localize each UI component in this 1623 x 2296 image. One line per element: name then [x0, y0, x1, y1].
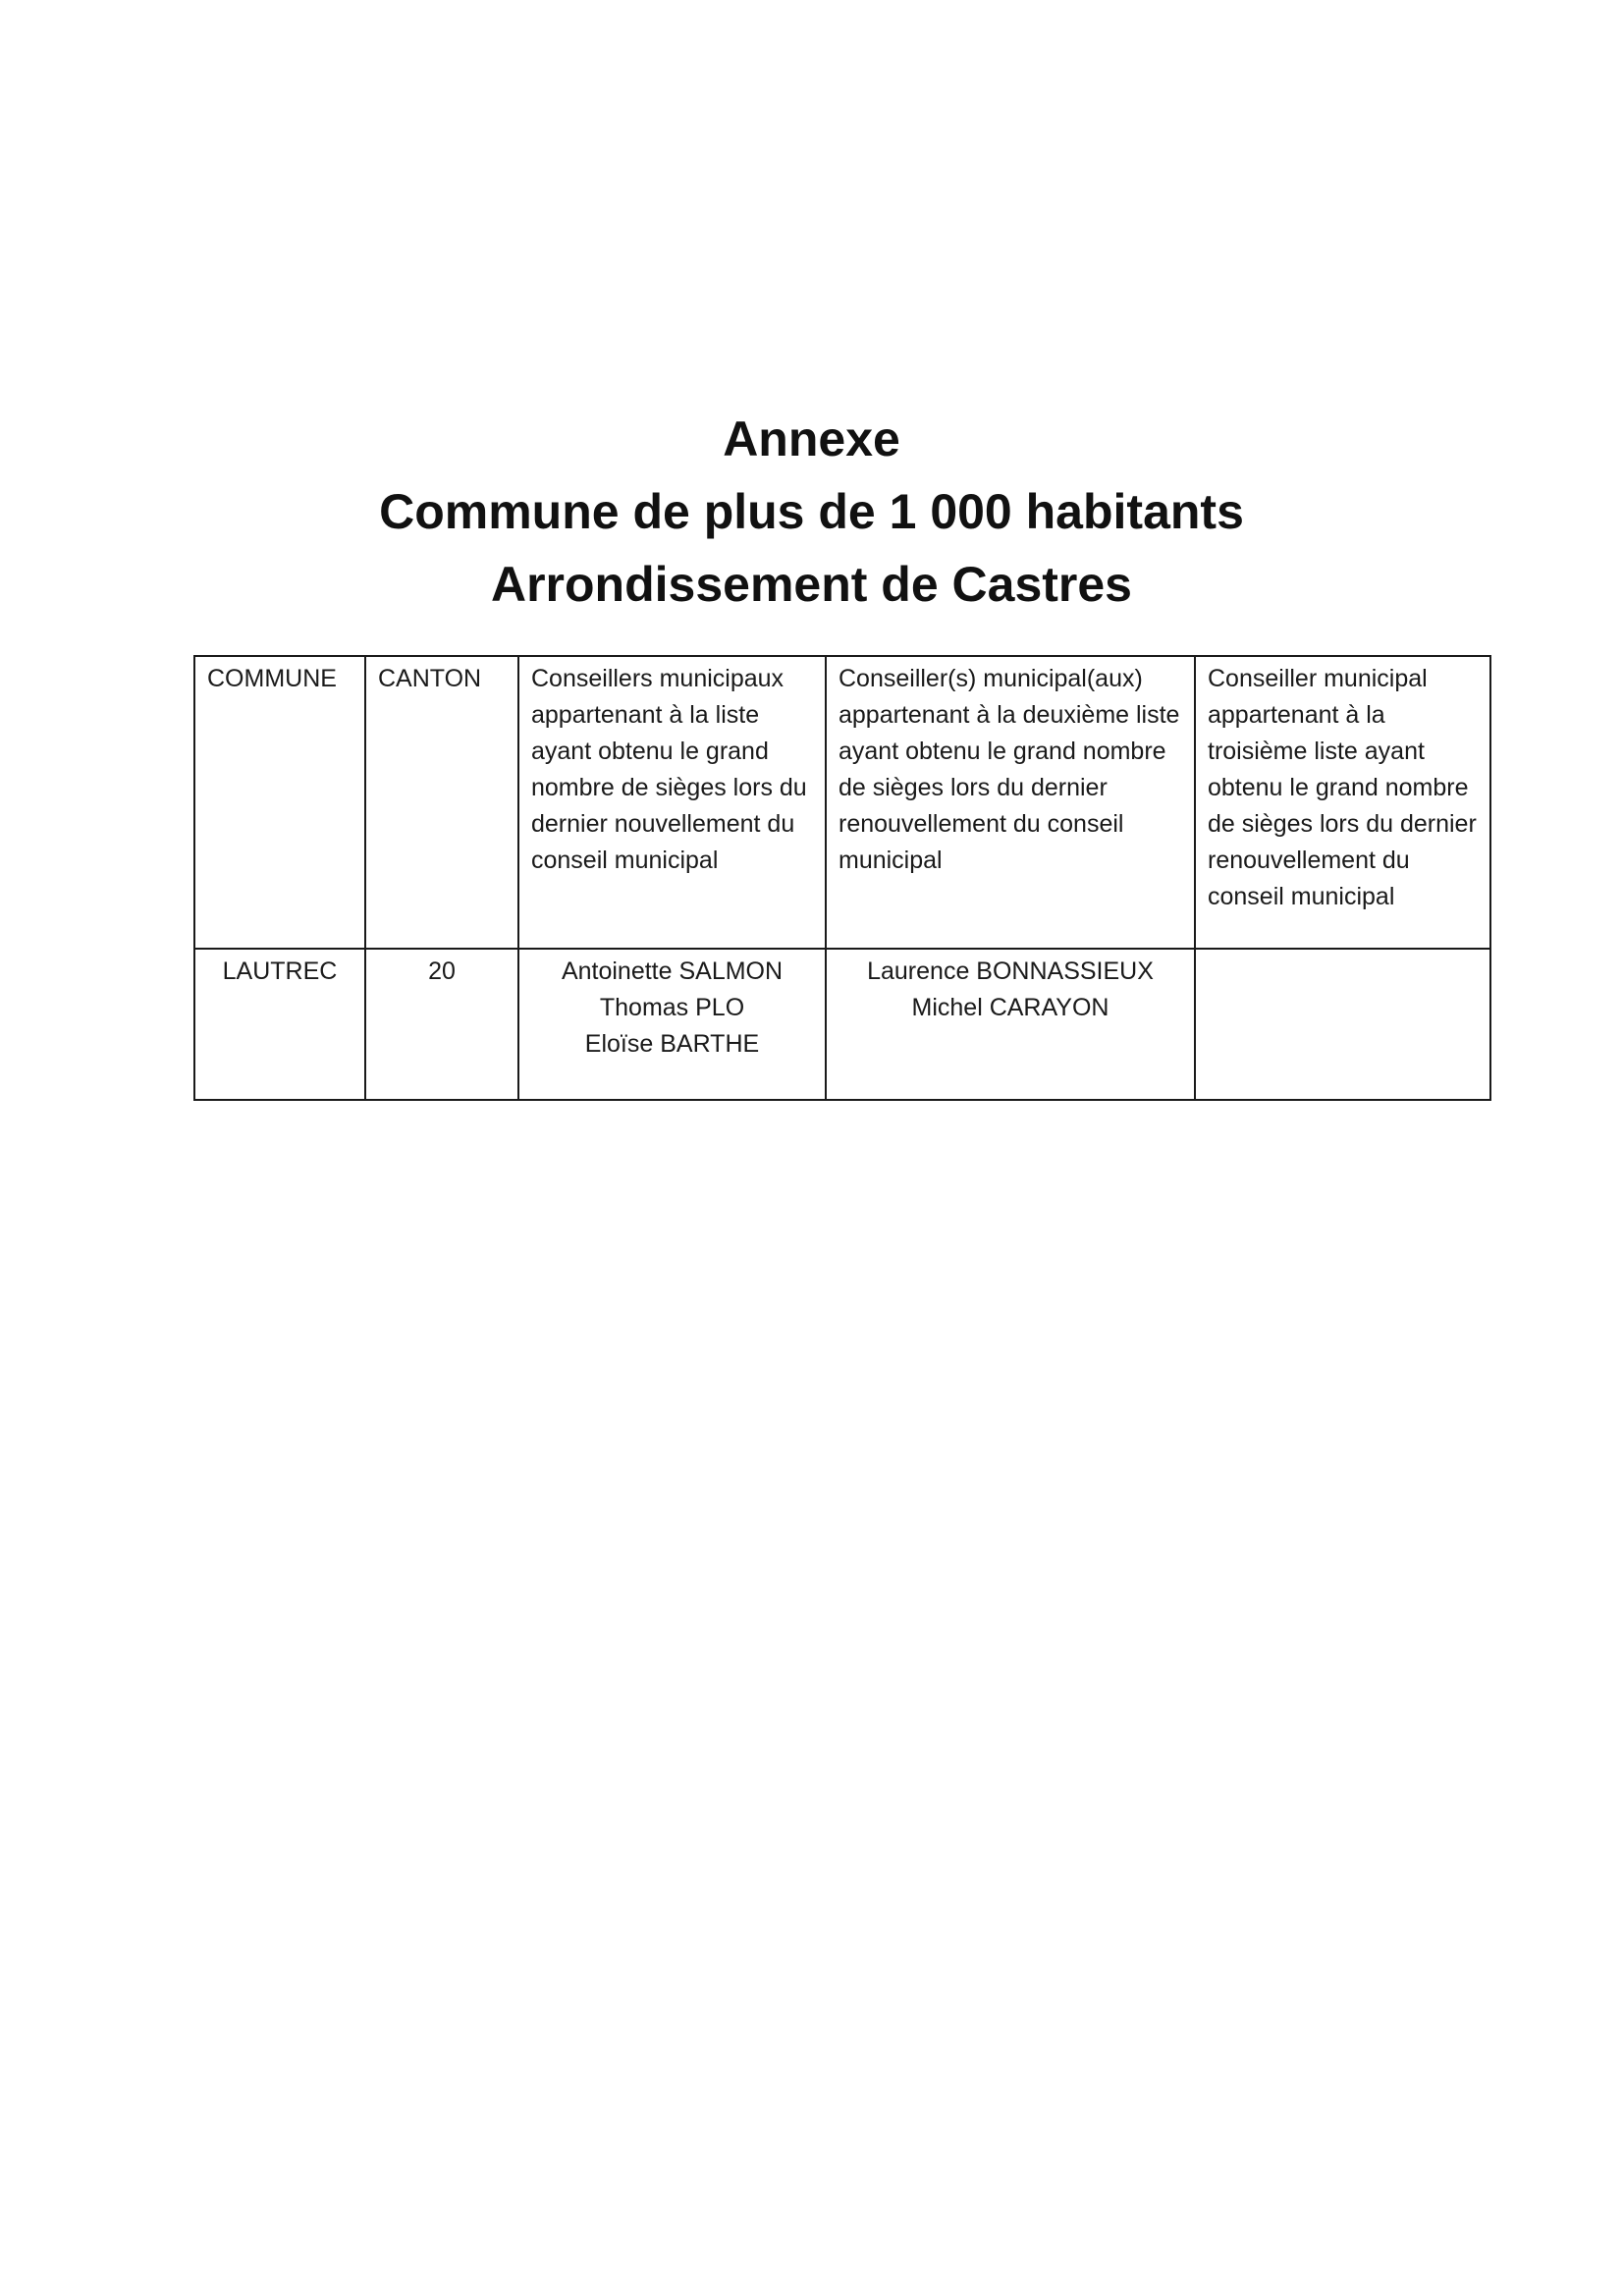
document-title — [0, 403, 1623, 621]
header-third-list: Conseiller municipal appartenant à la troisième liste ayant obtenu le grand nombre de sièges lors du dernier renouvellement du conseil municipal — [1195, 656, 1490, 949]
councillor-name: Eloïse BARTHE — [584, 1030, 760, 1058]
table-row — [194, 949, 1490, 1100]
cell-first-list — [518, 949, 826, 1100]
councillors-table — [193, 655, 1491, 1101]
councillor-name: Michel CARAYON — [911, 994, 1109, 1021]
councillor-name: Thomas PLO — [599, 994, 745, 1021]
councillor-name: Laurence BONNASSIEUX — [867, 957, 1154, 985]
cell-third-list — [1195, 949, 1490, 1100]
header-commune: COMMUNE — [194, 656, 365, 949]
cell-commune: LAUTREC — [194, 949, 365, 1100]
header-first-list: Conseillers municipaux appartenant à la liste ayant obtenu le grand nombre de sièges lors du dernier nouvellement du conseil municipal — [518, 656, 826, 949]
title-arrondissement: Arrondissement de Castres — [490, 557, 1132, 612]
title-annexe: Annexe — [723, 411, 900, 466]
header-second-list: Conseiller(s) municipal(aux) appartenant à la deuxième liste ayant obtenu le grand nombre de sièges lors du dernier renouvellement du conseil municipal — [826, 656, 1195, 949]
table-header-row — [194, 656, 1490, 949]
cell-canton: 20 — [365, 949, 518, 1100]
councillor-name: Antoinette SALMON — [561, 957, 784, 985]
title-commune: Commune de plus de 1 000 habitants — [379, 484, 1244, 539]
cell-second-list — [826, 949, 1195, 1100]
header-canton: CANTON — [365, 656, 518, 949]
